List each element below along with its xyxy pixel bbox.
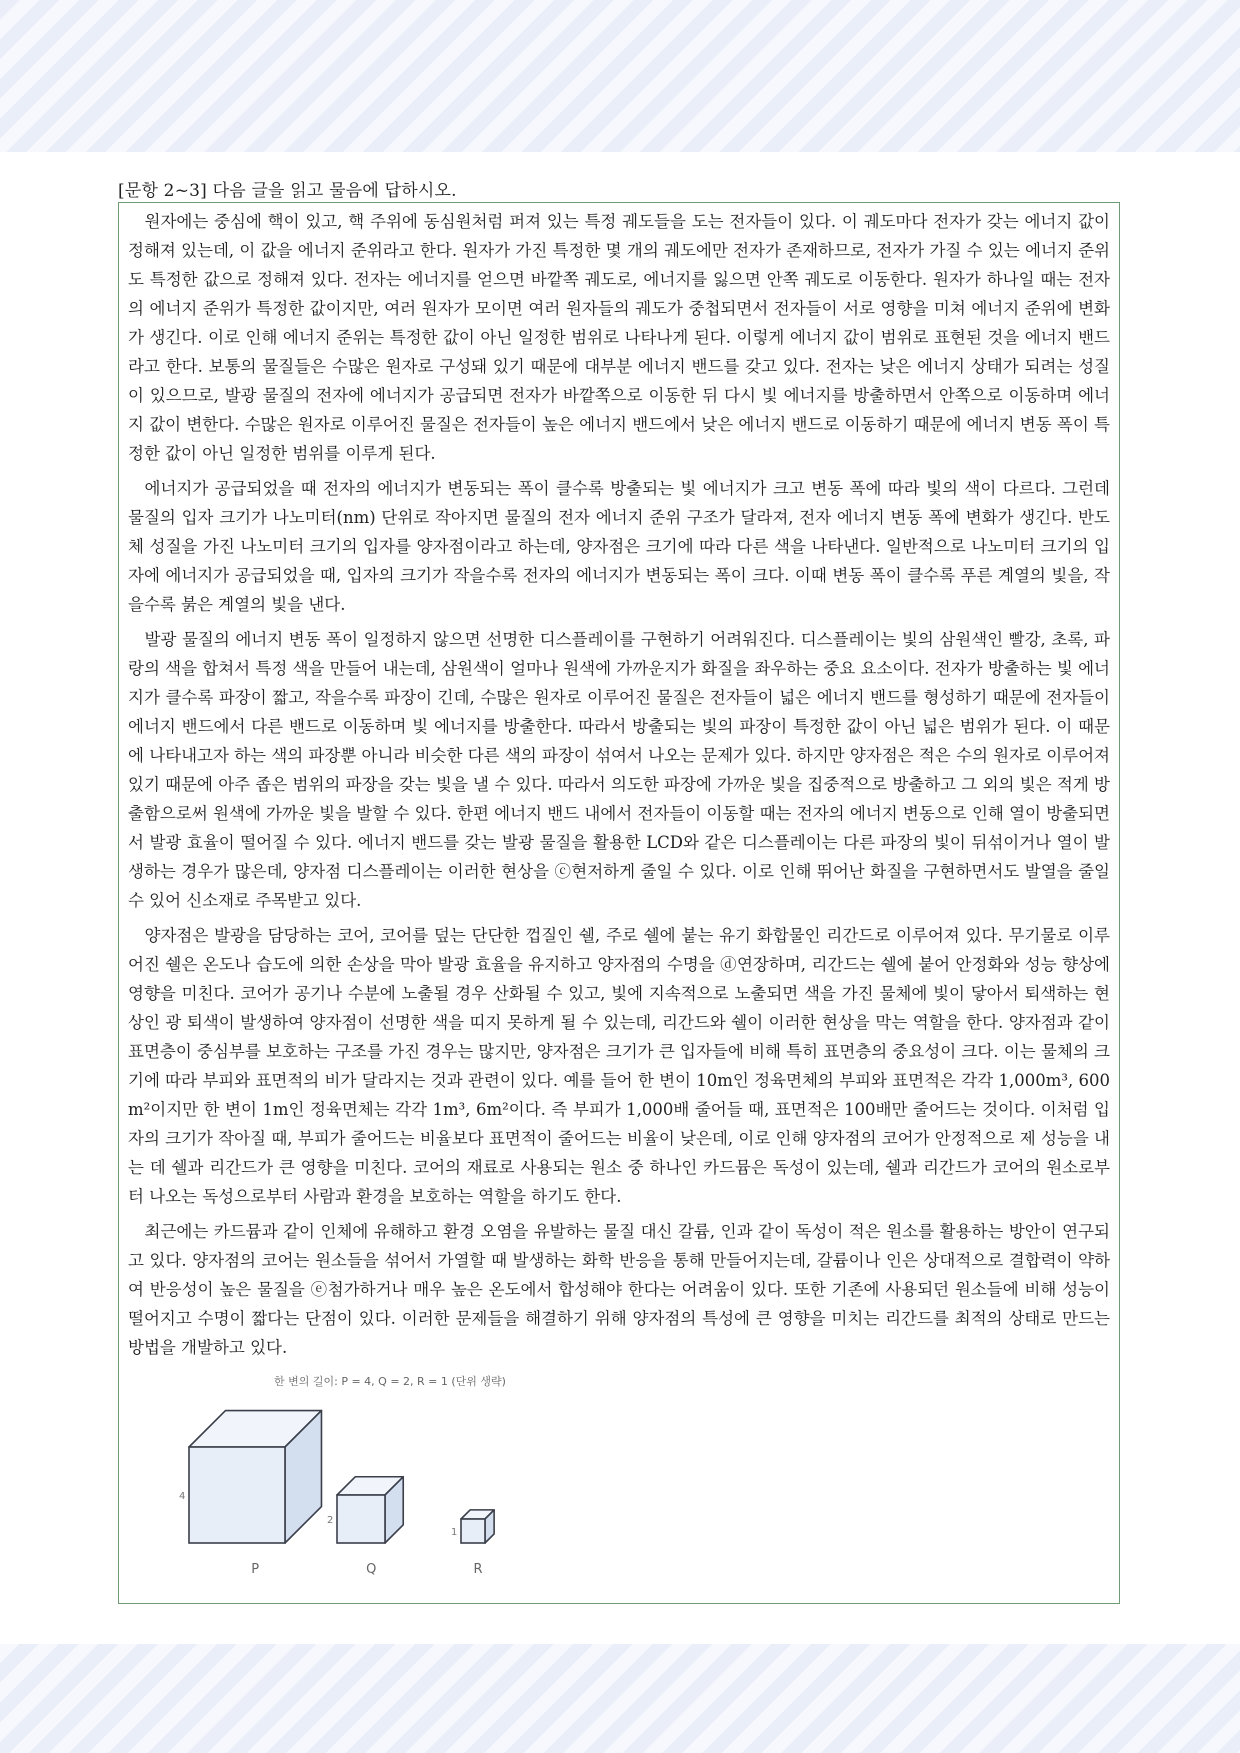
paragraph-3: 발광 물질의 에너지 변동 폭이 일정하지 않으면 선명한 디스플레이를 구현하기 어려워진다. 디스플레이는 빛의 삼원색인 빨강, 초록, 파랑의 색을 합쳐서 특정 색을 만들어 내는데, 삼원색이 얼마나 원색에 가까운지가 화질을 좌우하는 중요 요소이다. 전자가 방출하는 빛 에너지가 클수록 파장이 짧고, 작을수록 파장이 긴데, 수많은 원자로 이루어진 물질은 전자들이 넓은 에너지 밴드를 형성하기 때문에 전자들이 에너지 밴드에서 다른 밴드로 이동하며 빛 에너지를 방출한다. 따라서 방출되는 빛의 파장이 특정한 값이 아닌 넓은 범위가 된다. 이 때문에 나타내고자 하는 색의 파장뿐 아니라 비슷한 다른 색의 파장이 섞여서 나오는 문제가 있다. 하지만 양자점은 적은 수의 원자로 이루어져 있기 때문에 아주 좁은 범위의 파장을 갖는 빛을 낼 수 있다. 따라서 의도한 파장에 가까운 빛을 집중적으로 방출하고 그 외의 빛은 적게 방출함으로써 원색에 가까운 빛을 발할 수 있다. 한편 에너지 밴드 내에서 전자들이 이동할 때는 전자의 에너지 변동으로 인해 열이 방출되면서 발광 효율이 떨어질 수 있다. 에너지 밴드를 갖는 발광 물질을 활용한 LCD와 같은 디스플레이는 다른 파장의 빛이 뒤섞이거나 열이 발생하는 경우가 많은데, 양자점 디스플레이는 이러한 현상을 ⓒ현저하게 줄일 수 있다. 이로 인해 뛰어난 화질을 구현하면서도 발열을 줄일 수 있어 신소재로 주목받고 있다. bbox=[128, 630, 1110, 910]
cube-p-front-face bbox=[189, 1447, 285, 1543]
paragraph-4: 양자점은 발광을 담당하는 코어, 코어를 덮는 단단한 껍질인 쉘, 주로 쉘에 붙는 유기 화합물인 리간드로 이루어져 있다. 무기물로 이루어진 쉘은 온도나 습도에 의한 손상을 막아 발광 효율을 유지하고 양자점의 수명을 ⓓ연장하며, 리간드는 쉘에 붙어 안정화와 성능 향상에 영향을 미친다. 코어가 공기나 수분에 노출될 경우 산화될 수 있고, 빛에 지속적으로 노출되면 색을 가진 물체에 빛이 닿아서 퇴색하는 현상인 광 퇴색이 발생하여 양자점이 선명한 색을 띠지 못하게 될 수 있는데, 리간드와 쉘이 이러한 현상을 막는 역할을 한다. 양자점과 같이 표면층이 중심부를 보호하는 구조를 가진 경우는 많지만, 양자점은 크기가 큰 입자들에 비해 특히 표면층의 중요성이 크다. 이는 물체의 크기에 따라 부피와 표면적의 비가 달라지는 것과 관련이 있다. 예를 들어 한 변이 10m인 정육면체의 부피와 표면적은 각각 1,000m³, 600m²이지만 한 변이 1m인 정육면체는 각각 1m³, 6m²이다. 즉 부피가 1,000배 줄어들 때, 표면적은 100배만 줄어드는 것이다. 이처럼 입자의 크기가 작아질 때, 부피가 줄어드는 비율보다 표면적이 줄어드는 비율이 낮은데, 이로 인해 양자점의 코어가 안정적으로 제 성능을 내는 데 쉘과 리간드가 큰 영향을 미친다. 코어의 재료로 사용되는 원소 중 하나인 카드뮴은 독성이 있는데, 쉘과 리간드가 코어의 원소로부터 나오는 독성으로부터 사람과 환경을 보호하는 역할을 하기도 한다. bbox=[128, 926, 1110, 1206]
cube-r-front-face bbox=[461, 1519, 485, 1543]
cube-r-edge-label: 1 bbox=[451, 1527, 458, 1538]
paragraph-5: 최근에는 카드뮴과 같이 인체에 유해하고 환경 오염을 유발하는 물질 대신 갈륨, 인과 같이 독성이 적은 원소를 활용하는 방안이 연구되고 있다. 양자점의 코어는 원소들을 섞어서 가열할 때 발생하는 화학 반응을 통해 만들어지는데, 갈륨이나 인은 상대적으로 결합력이 약하여 반응성이 높은 물질을 ⓔ첨가하거나 매우 높은 온도에서 합성해야 한다는 어려움이 있다. 또한 기존에 사용되던 원소들에 비해 성능이 떨어지고 수명이 짧다는 단점이 있다. 이러한 문제들을 해결하기 위해 양자점의 특성에 큰 영향을 미치는 리간드를 최적의 상태로 만드는 방법을 개발하고 있다. bbox=[128, 1222, 1110, 1357]
cube-diagram bbox=[179, 1373, 599, 1583]
paragraph-1: 원자에는 중심에 핵이 있고, 핵 주위에 동심원처럼 퍼져 있는 특정 궤도들을 도는 전자들이 있다. 이 궤도마다 전자가 갖는 에너지 값이 정해져 있는데, 이 값을 에너지 준위라고 한다. 원자가 가진 특정한 몇 개의 궤도에만 전자가 존재하므로, 전자가 가질 수 있는 에너지 준위도 특정한 값으로 정해져 있다. 전자는 에너지를 얻으면 바깥쪽 궤도로, 에너지를 잃으면 안쪽 궤도로 이동한다. 원자가 하나일 때는 전자의 에너지 준위가 특정한 값이지만, 여러 원자가 모이면 여러 원자들의 궤도가 중첩되면서 전자들이 서로 영향을 미쳐 에너지 준위에 변화가 생긴다. 이로 인해 에너지 준위는 특정한 값이 아닌 일정한 범위로 나타나게 된다. 이렇게 에너지 값이 범위로 표현된 것을 에너지 밴드라고 한다. 보통의 물질들은 수많은 원자로 구성돼 있기 때문에 대부분 에너지 밴드를 갖고 있다. 전자는 낮은 에너지 상태가 되려는 성질이 있으므로, 발광 물질의 전자에 에너지가 공급되면 전자가 바깥쪽으로 이동한 뒤 다시 빛 에너지를 방출하면서 안쪽으로 이동하며 에너지 값이 변한다. 수많은 원자로 이루어진 물질은 전자들이 높은 에너지 밴드에서 낮은 에너지 밴드로 이동하기 때문에 에너지 변동 폭이 특정한 값이 아닌 일정한 범위를 이루게 된다. bbox=[128, 212, 1110, 463]
passage-text bbox=[128, 207, 1110, 1368]
cube-p-edge-label: 4 bbox=[179, 1491, 186, 1502]
cube-q-edge-label: 2 bbox=[327, 1515, 334, 1526]
passage-box bbox=[118, 202, 1120, 1604]
cube-figure bbox=[179, 1373, 599, 1583]
paragraph-2: 에너지가 공급되었을 때 전자의 에너지가 변동되는 폭이 클수록 방출되는 빛 에너지가 크고 변동 폭에 따라 빛의 색이 다르다. 그런데 물질의 입자 크기가 나노미터(nm) 단위로 작아지면 물질의 전자 에너지 준위 구조가 달라져, 전자 에너지 변동 폭에 변화가 생긴다. 반도체 성질을 가진 나노미터 크기의 입자를 양자점이라고 하는데, 양자점은 크기에 따라 다른 색을 나타낸다. 일반적으로 나노미터 크기의 입자에 에너지가 공급되었을 때, 입자의 크기가 작을수록 전자의 에너지가 변동되는 폭이 크다. 이때 변동 폭이 클수록 푸른 계열의 빛을, 작을수록 붉은 계열의 빛을 낸다. bbox=[128, 479, 1110, 614]
page bbox=[0, 152, 1240, 1644]
cube-q-front-face bbox=[337, 1495, 385, 1543]
question-instruction: [문항 2~3] 다음 글을 읽고 물음에 답하시오. bbox=[118, 181, 457, 201]
figure-caption: 한 변의 길이: P = 4, Q = 2, R = 1 (단위 생략) bbox=[274, 1375, 506, 1388]
cube-p-label: P bbox=[251, 1562, 260, 1577]
cube-r-label: R bbox=[473, 1562, 483, 1577]
cube-q-label: Q bbox=[366, 1562, 377, 1577]
